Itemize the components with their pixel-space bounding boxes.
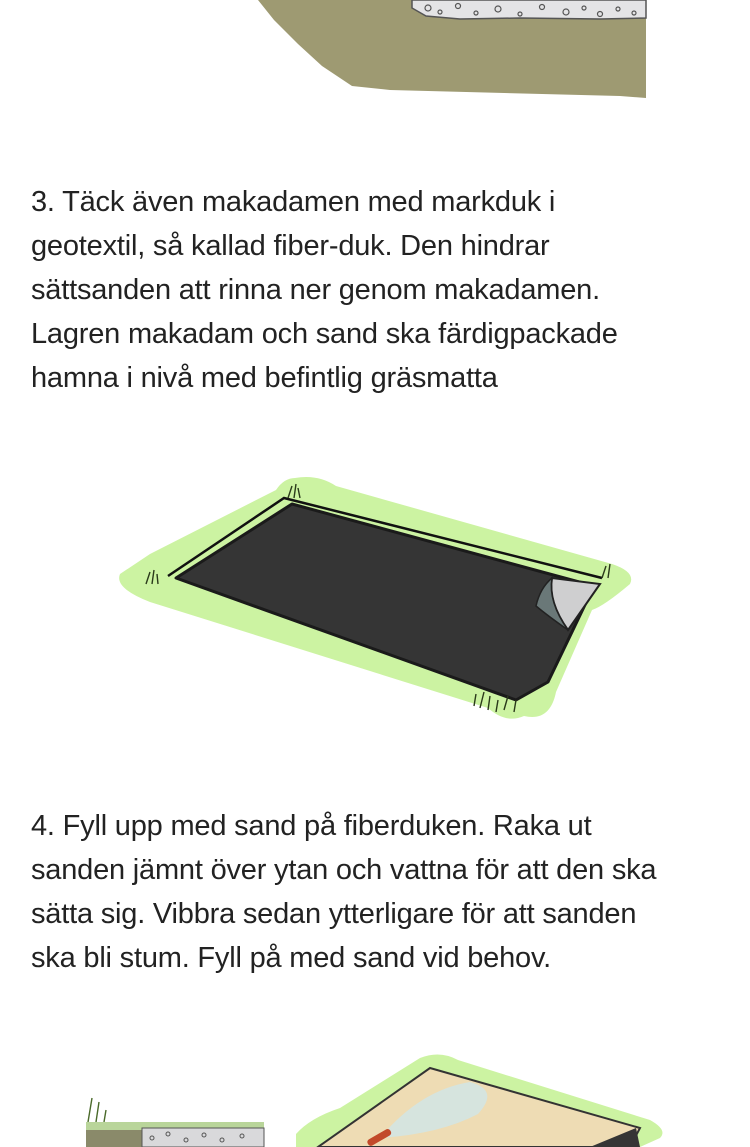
step-4-line: ska bli stum. Fyll på med sand vid behov. bbox=[31, 942, 551, 974]
step-3-line: 3. Täck även makadamen med markduk i bbox=[31, 186, 556, 218]
step-4-paragraph bbox=[31, 804, 731, 980]
step-3-line: Lagren makadam och sand ska färdigpackade bbox=[31, 318, 618, 350]
fiber-fabric-illustration bbox=[0, 460, 750, 740]
sand-area bbox=[296, 1054, 662, 1147]
gravel-layer bbox=[412, 0, 646, 19]
sand-filling-illustration bbox=[0, 1030, 750, 1147]
soil-cross-section-illustration bbox=[0, 0, 750, 110]
step-3-line: hamna i nivå med befintlig gräsmatta bbox=[31, 362, 498, 394]
step-4-line: sanden jämnt över ytan och vattna för att den ska bbox=[31, 854, 657, 886]
soil-strip bbox=[86, 1130, 142, 1147]
step-3-paragraph bbox=[31, 180, 731, 400]
grass-blades bbox=[88, 1098, 106, 1122]
sand-cross-section bbox=[86, 1098, 264, 1147]
step-4-line: 4. Fyll upp med sand på fiberduken. Raka ut bbox=[31, 810, 592, 842]
step-3-line: geotextil, så kallad fiber-duk. Den hindrar bbox=[31, 230, 550, 262]
gravel-strip bbox=[142, 1128, 264, 1147]
step-4-line: sätta sig. Vibbra sedan ytterligare för att sanden bbox=[31, 898, 637, 930]
step-3-line: sättsanden att rinna ner genom makadamen. bbox=[31, 274, 600, 306]
